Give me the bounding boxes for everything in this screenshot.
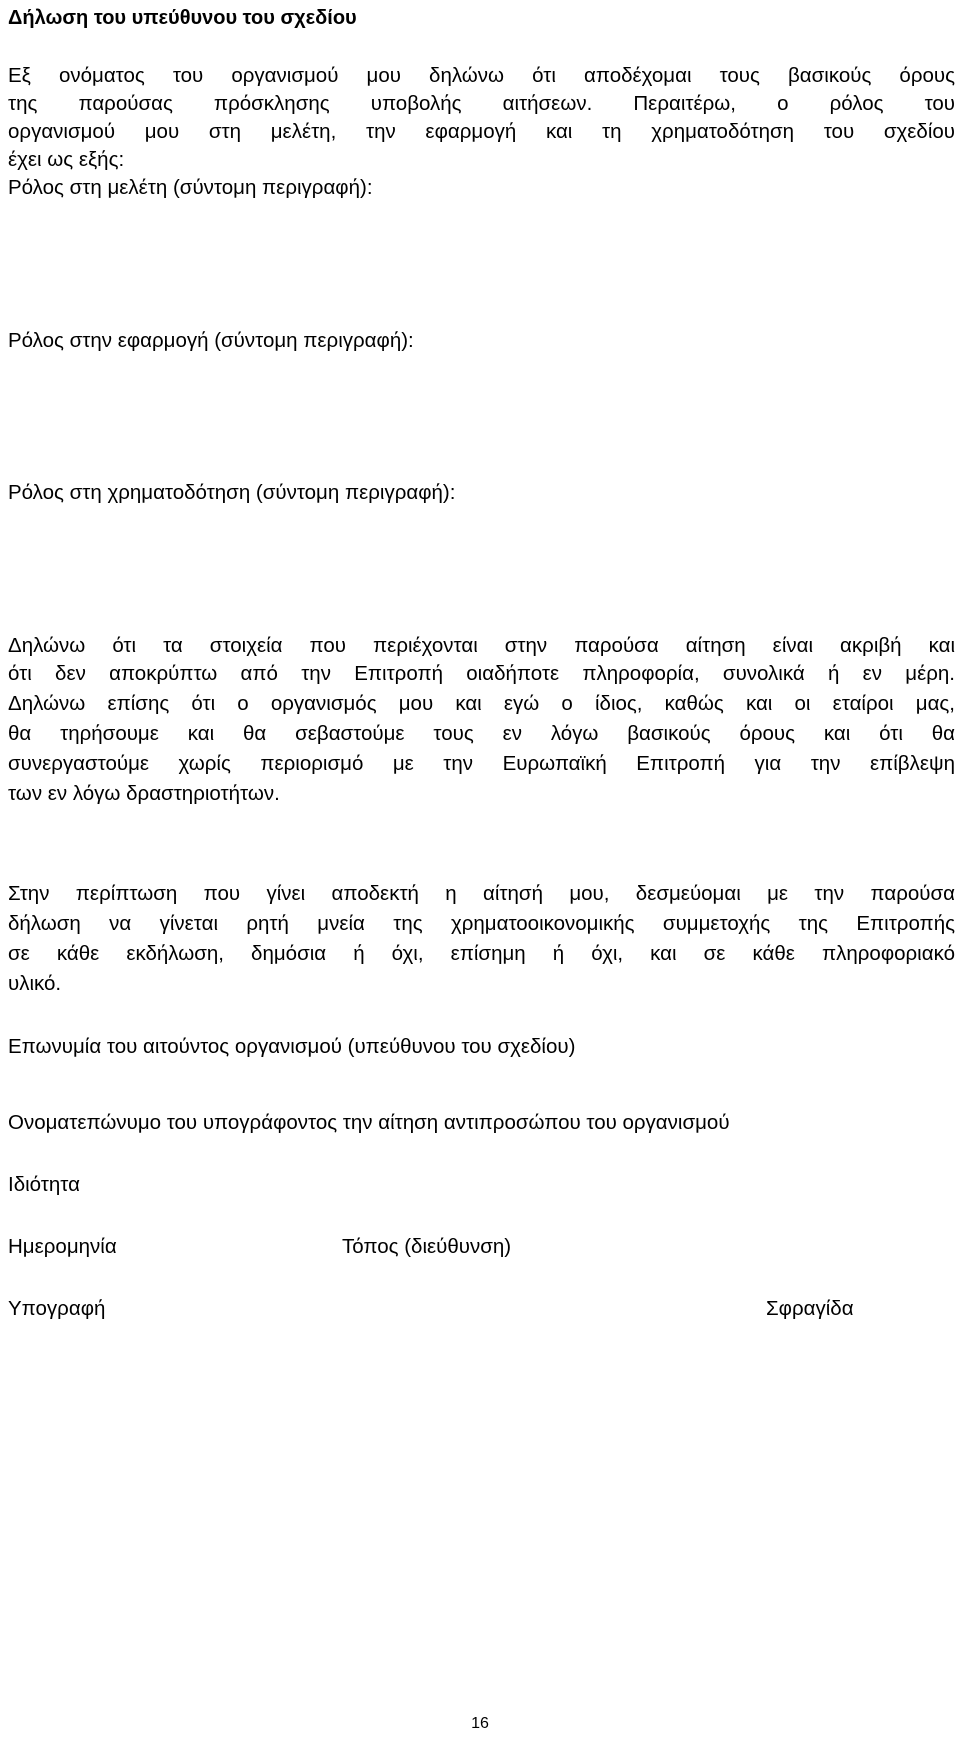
place-label: Τόπος (διεύθυνση) (342, 1235, 512, 1258)
acknowledgement-line-2: δήλωση να γίνεται ρητή μνεία της χρηματοοικονομικής συμμετοχής της Επιτροπής (8, 912, 955, 935)
declaration-line-1: Δηλώνω ότι τα στοιχεία που περιέχονται στην παρούσα αίτηση είναι ακριβή και (8, 634, 955, 657)
date-label: Ημερομηνία (8, 1235, 117, 1258)
declaration-line-4: θα τηρήσουμε και θα σεβαστούμε τους εν λόγω βασικούς όρους και ότι θα (8, 722, 955, 745)
intro-line-1: Εξ ονόματος του οργανισμού μου δηλώνω ότι αποδέχομαι τους βασικούς όρους (8, 64, 955, 87)
acknowledgement-line-3: σε κάθε εκδήλωση, δημόσια ή όχι, επίσημη ή όχι, και σε κάθε πληροφοριακό (8, 942, 955, 965)
capacity-label: Ιδιότητα (8, 1173, 80, 1196)
declaration-line-3: Δηλώνω επίσης ότι ο οργανισμός μου και εγώ ο ίδιος, καθώς και οι εταίροι μας, (8, 692, 955, 715)
intro-line-3: οργανισμού μου στη μελέτη, την εφαρμογή και τη χρηματοδότηση του σχεδίου (8, 120, 955, 143)
signature-label: Υπογραφή (8, 1297, 106, 1320)
acknowledgement-line-4: υλικό. (8, 972, 62, 995)
signatory-name-label: Ονοματεπώνυμο του υπογράφοντος την αίτηση αντιπροσώπου του οργανισμού (8, 1111, 730, 1134)
role-implementation-label: Ρόλος στην εφαρμογή (σύντομη περιγραφή): (8, 329, 414, 352)
intro-line-2: της παρούσας πρόσκλησης υποβολής αιτήσεων. Περαιτέρω, ο ρόλος του (8, 92, 955, 115)
acknowledgement-line-1: Στην περίπτωση που γίνει αποδεκτή η αίτησή μου, δεσμεύομαι με την παρούσα (8, 882, 955, 905)
declaration-line-6: των εν λόγω δραστηριοτήτων. (8, 782, 280, 805)
declaration-line-2: ότι δεν αποκρύπτω από την Επιτροπή οιαδήποτε πληροφορία, συνολικά ή εν μέρη. (8, 662, 955, 685)
stamp-label: Σφραγίδα (766, 1297, 854, 1320)
organisation-name-label: Επωνυμία του αιτούντος οργανισμού (υπεύθυνου του σχεδίου) (8, 1035, 576, 1058)
declaration-line-5: συνεργαστούμε χωρίς περιορισμό με την Ευρωπαϊκή Επιτροπή για την επίβλεψη (8, 752, 955, 775)
role-financing-label: Ρόλος στη χρηματοδότηση (σύντομη περιγραφή): (8, 481, 456, 504)
role-study-label: Ρόλος στη μελέτη (σύντομη περιγραφή): (8, 176, 373, 199)
intro-line-4: έχει ως εξής: (8, 148, 125, 171)
section-heading: Δήλωση του υπεύθυνου του σχεδίου (8, 7, 357, 29)
page-number: 16 (471, 1715, 489, 1732)
